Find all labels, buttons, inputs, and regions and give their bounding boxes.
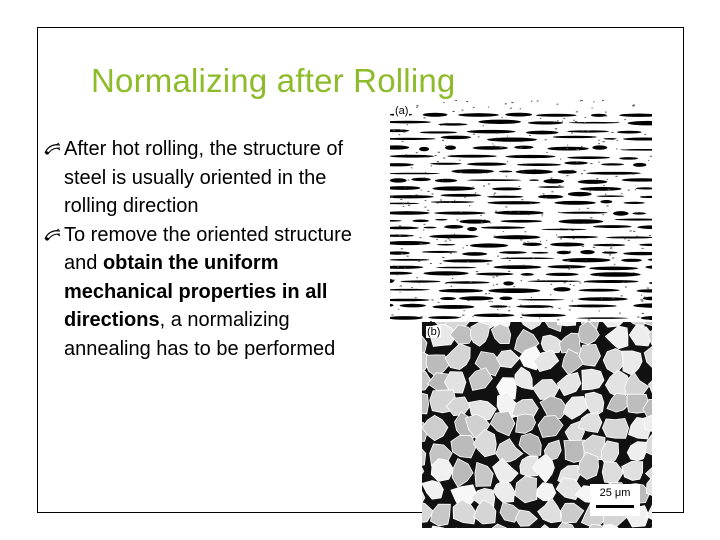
panel-a-label: (a) — [395, 105, 409, 117]
ornate-scroll-bullet-icon — [44, 142, 62, 156]
banded-structure-image — [390, 100, 652, 322]
ornate-scroll-bullet-icon — [44, 228, 62, 242]
slide-title: Normalizing after Rolling — [91, 62, 456, 99]
bullet-item — [46, 135, 361, 221]
bullet-text: To remove the oriented structure and — [64, 223, 352, 274]
bullet-bold-text: obtain the uniform mechanical properties in all directions — [64, 252, 328, 331]
bullet-text: After hot rolling, the structure of steel is usually oriented in the rolling direction — [64, 138, 344, 217]
scale-bar — [590, 484, 640, 516]
scale-bar-label: 25 μm — [599, 487, 631, 499]
micrograph-rolled — [390, 100, 652, 322]
scale-bar-line — [596, 505, 634, 508]
bullet-list — [46, 135, 361, 363]
bullet-text: , a normalizing annealing has to be performed — [64, 309, 336, 360]
panel-b-label: (b) — [427, 326, 441, 338]
bullet-item — [46, 221, 361, 364]
micrograph-normalized — [422, 322, 652, 528]
